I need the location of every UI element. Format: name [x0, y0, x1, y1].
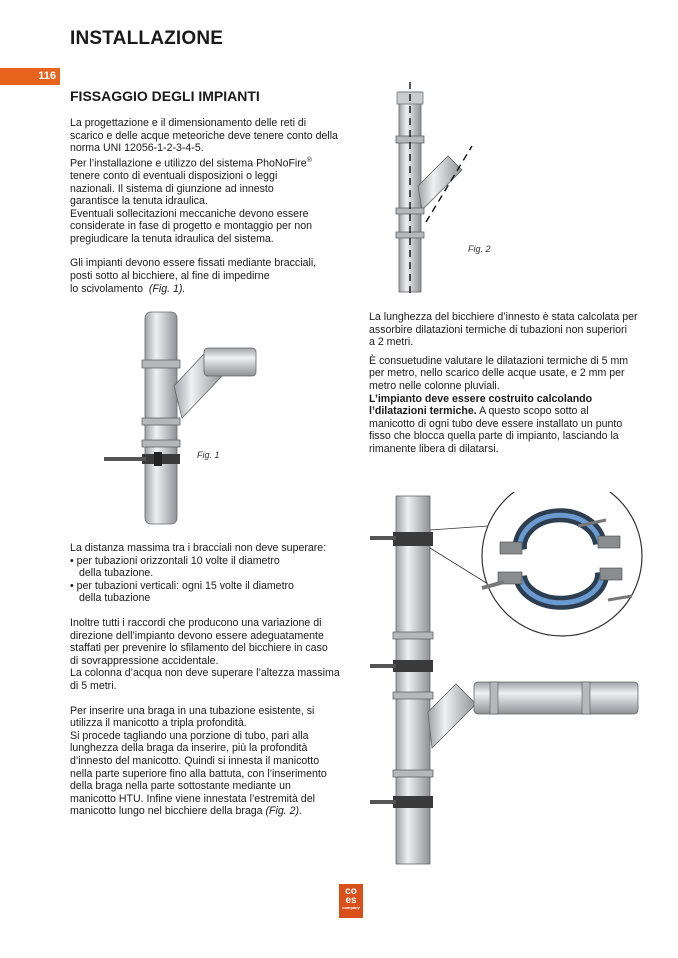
text-line: lo scivolamento (Fig. 1). [70, 282, 186, 295]
registered-mark: ® [306, 156, 312, 164]
text-line: utilizza il manicotto a tripla profondità. [70, 717, 247, 730]
bullet-item: • per tubazioni verticali: ogni 15 volte il diametro [70, 579, 294, 592]
figure-2-caption: Fig. 2 [468, 244, 491, 254]
text-line: garantisce la tenuta idraulica. [70, 195, 208, 208]
bullet-item: • per tubazioni orizzontali 10 volte il diametro [70, 554, 280, 567]
text-line: La colonna d’acqua non deve superare l’altezza massima [70, 667, 340, 680]
text-line: nazionali. Il sistema di giunzione ad innesto [70, 182, 274, 195]
text-line: Gli impianti devono essere fissati mediante bracciali, [70, 257, 317, 270]
bold-line: l’dilatazioni termiche. [369, 405, 477, 418]
lower-text [70, 542, 355, 818]
text-line: di 5 metri. [70, 679, 117, 692]
text-line: Si procede tagliando una porzione di tubo, pari alla [70, 729, 309, 742]
text-line: metro nelle colonne pluviali. [369, 379, 500, 392]
page-number-tab: 116 [0, 68, 60, 85]
text-line: tenere conto di eventuali disposizioni o leggi [70, 169, 278, 182]
text-line: manicotto lungo nel bicchiere della braga (Fig. 2). [70, 805, 303, 818]
figure-reference: (Fig. 1). [148, 282, 186, 295]
text-line: pregiudicare la tenuta idraulica del sistema. [70, 232, 274, 245]
company-logo: co es company [339, 884, 363, 918]
text-line: della tubazione. [79, 567, 154, 580]
figure-2-pipe-drawing [380, 82, 480, 294]
text-line: Per l’installazione e utilizzo del sistema PhoNoFire® [70, 156, 312, 170]
section-title: FISSAGGIO DEGLI IMPIANTI [70, 88, 260, 104]
text-line: Inoltre tutti i raccordi che producono una variazione di [70, 616, 322, 629]
text-line: nella parte superiore fino alla battuta, con l’inserimento [70, 767, 327, 780]
text-line: La progettazione e il dimensionamento delle reti di [70, 117, 307, 129]
figure-reference: (Fig. 2). [265, 805, 303, 818]
text-line: per metro, nello scarico delle acque usate, e 2 mm per [369, 367, 625, 380]
text-line: La distanza massima tra i bracciali non deve superare: [70, 542, 327, 554]
text-line: fisso che blocca quella parte di impianto, lasciando la [369, 430, 619, 443]
figure-3-clamp-installation [370, 492, 670, 866]
text-line: considerate in fase di progetto e montaggio per non [70, 220, 313, 233]
text-line: manicotto di ogni tubo deve essere installato un punto [369, 417, 623, 430]
text-line: d’innesto del manicotto. Quindi si innesta il manicotto [70, 754, 320, 767]
text-line: scarico e delle acque meteoriche deve tenere conto della [70, 129, 338, 142]
text-line: staffati per prevenire lo sfilamento del bicchiere in caso [70, 642, 328, 655]
text-line: norma UNI 12056-1-2-3-4-5. [70, 142, 204, 155]
text-line: rimanente libera di dilatarsi. [369, 442, 499, 455]
text-line: a 2 metri. [369, 336, 414, 349]
text-line: posti sotto al bicchiere, al fine di impedirne [70, 270, 270, 283]
text-line: manicotto HTU. Infine viene innestata l’estremità del [70, 792, 315, 805]
text-line: Eventuali sollecitazioni meccaniche devono essere [70, 207, 309, 220]
right-column-text [369, 311, 659, 456]
bold-line: L’impianto deve essere costruito calcolando [369, 392, 593, 405]
page-title: INSTALLAZIONE [70, 28, 224, 49]
text-line: assorbire dilatazioni termiche di tubazioni non superiori [369, 323, 627, 336]
text-line: della braga nella parte sottostante mediante un [70, 780, 291, 793]
figure-1-pipe-drawing [100, 308, 260, 528]
text-line: direzione dell’impianto devono essere adeguatamente [70, 629, 324, 642]
intro-text [70, 117, 350, 295]
text-line: di sovrappressione accidentale. [70, 654, 219, 667]
text-line: Per inserire una braga in una tubazione esistente, si [70, 704, 315, 717]
text-line: della tubazione [79, 592, 151, 605]
figure-1-caption: Fig. 1 [197, 450, 220, 460]
text-line: La lunghezza del bicchiere d’innesto è stata calcolata per [369, 311, 638, 323]
text-line: È consuetudine valutare le dilatazioni termiche di 5 mm [369, 354, 629, 367]
text-line: l’dilatazioni termiche. A questo scopo sotto al [369, 405, 589, 418]
text-line: lunghezza della braga da inserire, più la profondità [70, 742, 308, 755]
